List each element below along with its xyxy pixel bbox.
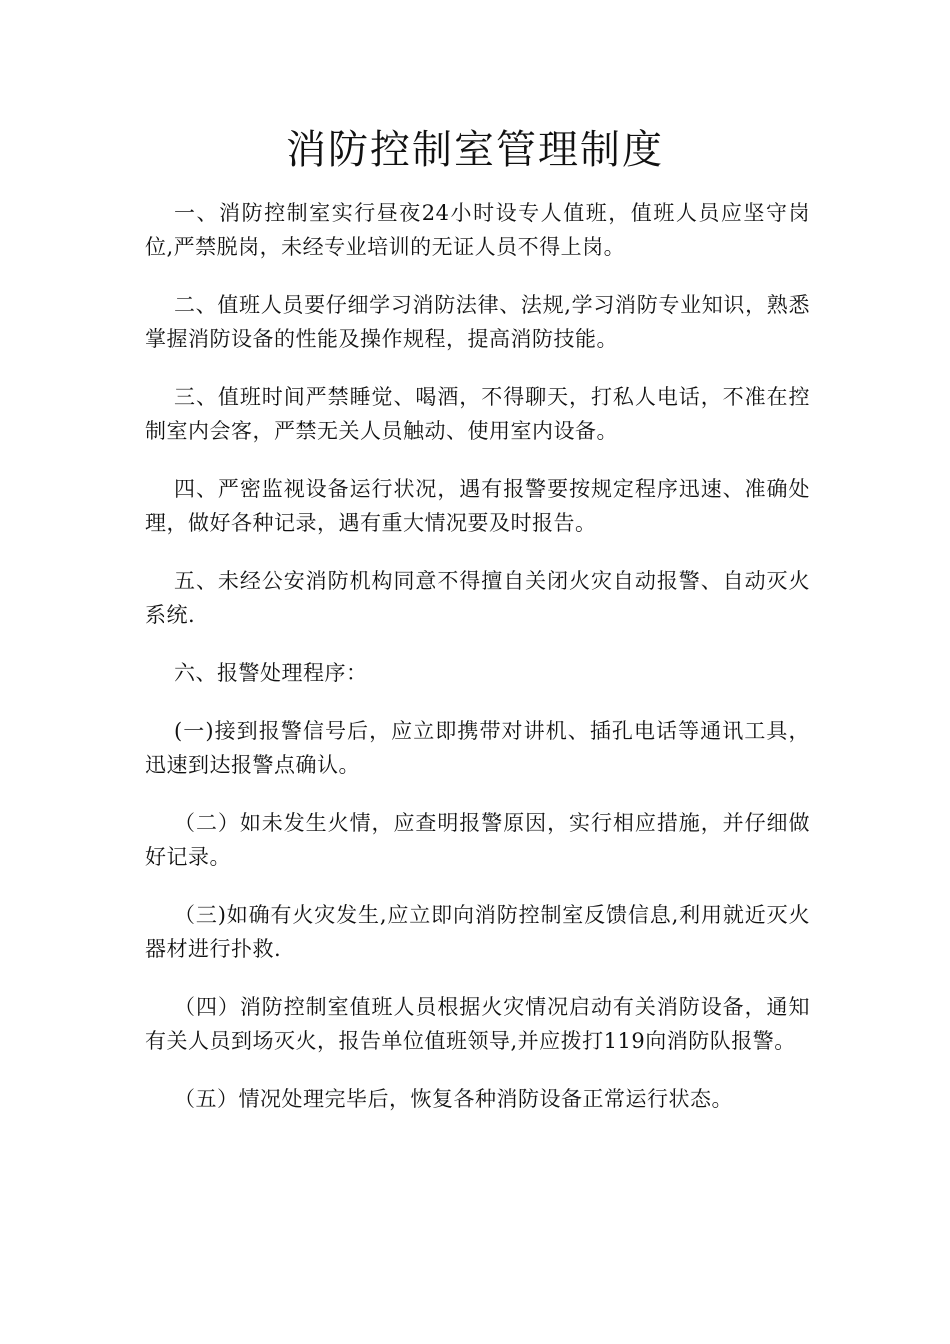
- paragraph-6: 六、报警处理程序：: [174, 661, 368, 685]
- paragraph-9: （三)如确有火灾发生,应立即向消防控制室反馈信息,利用就近灭火器材进行扑救.: [145, 903, 810, 961]
- paragraph-8: （二）如未发生火情，应查明报警原因，实行相应措施，并仔细做好记录。: [145, 811, 810, 869]
- paragraph-7: (一)接到报警信号后，应立即携带对讲机、插孔电话等通讯工具，迅速到达报警点确认。: [145, 719, 810, 777]
- paragraph-11: （五）情况处理完毕后，恢复各种消防设备正常运行状态。: [174, 1087, 733, 1111]
- paragraph-2: 二、值班人员要仔细学习消防法律、法规,学习消防专业知识，熟悉掌握消防设备的性能及操作规程，提高消防技能。: [145, 293, 810, 351]
- paragraph-4: 四、严密监视设备运行状况，遇有报警要按规定程序迅速、准确处理，做好各种记录，遇有重大情况要及时报告。: [145, 477, 810, 535]
- paragraph-5: 五、未经公安消防机构同意不得擅自关闭火灾自动报警、自动灭火系统.: [145, 569, 810, 627]
- document-body: [145, 196, 810, 1140]
- paragraph-3: 三、值班时间严禁睡觉、喝酒，不得聊天，打私人电话，不准在控制室内会客，严禁无关人员触动、使用室内设备。: [145, 385, 810, 443]
- paragraph-1: 一、消防控制室实行昼夜24小时设专人值班，值班人员应坚守岗位,严禁脱岗，未经专业培训的无证人员不得上岗。: [145, 201, 810, 259]
- document-title: 消防控制室管理制度: [286, 127, 664, 173]
- paragraph-10: （四）消防控制室值班人员根据火灾情况启动有关消防设备，通知有关人员到场灭火，报告单位值班领导,并应拨打119向消防队报警。: [145, 995, 810, 1053]
